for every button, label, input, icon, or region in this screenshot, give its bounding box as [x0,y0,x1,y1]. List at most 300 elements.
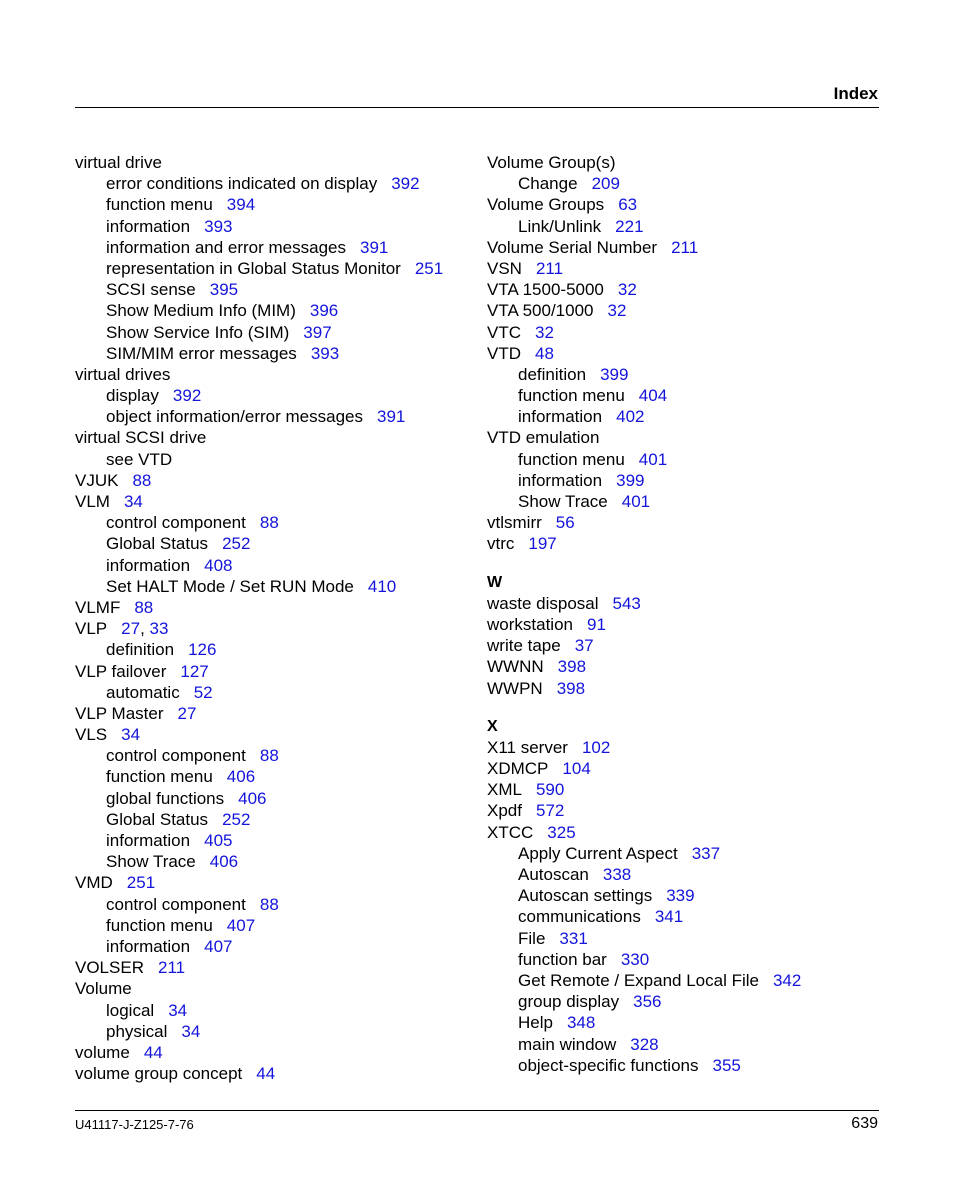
footer-rule [75,1110,879,1111]
page-references [556,513,575,532]
page-references [616,407,644,426]
index-entry [487,152,887,173]
page-link[interactable]: 221 [615,216,644,236]
index-subentry [487,1034,887,1055]
page-references [575,636,594,655]
index-entry [75,491,475,512]
page-link[interactable]: 341 [654,907,684,927]
page-references [168,1001,187,1020]
index-entry [487,614,887,635]
index-term: Volume Group(s) [487,153,616,172]
index-term: function menu [518,386,625,406]
index-entry [487,194,887,215]
page-link[interactable]: 209 [591,174,620,194]
page-references [121,725,140,744]
index-entry [75,618,475,639]
page-link[interactable]: 32 [535,322,554,342]
index-entry [75,703,475,724]
page-references [210,852,238,871]
page-link[interactable]: 88 [259,746,279,766]
index-subentry [75,343,475,364]
index-entry [487,758,887,779]
index-term: information [106,555,191,575]
page-link[interactable]: 406 [209,852,239,872]
index-subentry [75,809,475,830]
index-term: control component [106,513,246,533]
page-link[interactable]: 397 [303,322,332,342]
page-references [311,344,339,363]
page-link[interactable]: 325 [547,822,576,842]
index-subentry [75,533,475,554]
page-link[interactable]: 211 [157,958,186,978]
index-term: volume group concept [75,1064,243,1084]
index-subentry [487,216,887,237]
index-term: VLP [75,619,108,639]
index-subentry [75,449,475,470]
index-term: XML [487,780,522,800]
page-link[interactable]: 251 [414,258,444,278]
index-term: VLMF [75,597,121,617]
index-subentry [75,915,475,936]
index-entry [487,237,887,258]
index-term: control component [106,746,246,766]
index-entry [75,1063,475,1084]
page-link[interactable]: 393 [310,343,340,363]
page-references [630,1035,658,1054]
index-term: VTA 1500-5000 [487,280,604,300]
index-subentry [487,1012,887,1033]
index-term: Volume [75,979,132,999]
index-entry [487,737,887,758]
page-references [536,780,564,799]
page-references [134,598,153,617]
index-subentry [487,385,887,406]
index-subentry [487,491,887,512]
page-references [639,450,667,469]
page-link[interactable]: 56 [555,513,575,533]
page-references [536,259,563,278]
index-term: logical [106,1000,155,1020]
index-entry [487,800,887,821]
page-link[interactable]: 32 [617,280,637,300]
page-references [222,534,250,553]
index-subentry [487,173,887,194]
page-link[interactable]: 27 [121,619,141,639]
page-references [618,280,637,299]
index-entry [487,427,887,448]
index-entry [487,593,887,614]
page-references [181,1022,200,1041]
page-references [613,594,641,613]
page-link[interactable]: 337 [691,843,721,863]
page-references [260,513,279,532]
index-term: VTA 500/1000 [487,301,594,321]
page-references [528,534,556,553]
index-entry [75,427,475,448]
page-link[interactable]: 211 [671,237,699,257]
index-subentry [75,322,475,343]
page-link[interactable]: 88 [259,894,279,914]
page-link[interactable]: 404 [638,386,668,406]
page-link[interactable]: 590 [535,780,565,800]
page-references [121,619,168,638]
index-entry [487,822,887,843]
index-term: physical [106,1021,168,1041]
page-references [536,801,564,820]
index-subentry [487,970,887,991]
page-link[interactable]: 252 [222,809,251,829]
index-subentry [75,237,475,258]
page-references [260,895,279,914]
page-link[interactable]: 355 [712,1055,741,1075]
page-references [592,174,620,193]
page-link[interactable]: 252 [222,534,251,554]
page-references [655,907,683,926]
page-references [303,323,331,342]
page-link[interactable]: 401 [638,449,668,469]
page-link[interactable]: 339 [666,886,695,906]
index-term: WWPN [487,678,543,698]
page-link[interactable]: 44 [143,1042,163,1062]
index-term: representation in Global Status Monitor [106,258,401,278]
index-subentry [75,258,475,279]
page-references [391,174,419,193]
page-references [639,386,667,405]
index-term: communications [518,907,641,927]
page-link[interactable]: 37 [574,636,594,656]
index-term: Help [518,1013,553,1033]
page-link[interactable]: 44 [256,1064,276,1084]
index-term: Get Remote / Expand Local File [518,970,759,990]
page-link[interactable]: 91 [586,614,606,634]
page-link[interactable]: 406 [238,788,267,808]
index-term: group display [518,992,620,1012]
page-references [671,238,698,257]
index-term: File [518,928,546,948]
page-link[interactable]: 392 [172,386,202,406]
page-link[interactable]: 34 [123,492,143,511]
page-references [310,301,338,320]
page-references [603,865,631,884]
page-link[interactable]: 34 [121,725,141,745]
page-link[interactable]: 342 [772,970,802,990]
page-references [204,556,232,575]
page-references [132,471,151,490]
index-term: definition [106,640,175,660]
index-term: error conditions indicated on display [106,174,378,194]
page-link[interactable]: 395 [209,280,239,300]
index-term: vtlsmirr [487,513,542,533]
page-link[interactable]: 408 [204,555,233,575]
index-term: function bar [518,949,607,969]
page-references [204,937,232,956]
index-subentry [75,194,475,215]
page-references [178,704,197,723]
page-references [194,683,213,702]
page-link[interactable]: 32 [607,301,627,321]
index-term: Show Trace [518,492,608,511]
index-entry [75,597,475,618]
index-subentry [487,991,887,1012]
index-term: write tape [487,636,561,656]
index-subentry [75,766,475,787]
page-references [559,929,587,948]
index-term: function menu [106,915,213,935]
page-references [415,259,443,278]
index-term: waste disposal [487,593,599,613]
page-link[interactable]: 102 [581,737,611,757]
index-subentry [487,364,887,385]
page-references [377,407,405,426]
page-link[interactable]: 251 [126,873,156,893]
page-link[interactable]: 396 [309,301,339,321]
page-link[interactable]: 391 [360,237,389,257]
page-link[interactable]: 88 [259,513,279,533]
page-link[interactable]: 401 [621,492,651,511]
index-subentry [487,928,887,949]
index-subentry [75,639,475,660]
page-references [547,823,575,842]
index-column-left [75,152,475,1084]
index-term: global functions [106,788,225,808]
index-subentry [75,682,475,703]
page-link[interactable]: 348 [566,1013,596,1033]
index-subentry [487,470,887,491]
page-link[interactable]: 328 [630,1034,659,1054]
page-link[interactable]: 88 [132,470,152,490]
page-link[interactable]: 407 [204,936,233,956]
index-term: Link/Unlink [518,216,602,236]
page-link[interactable]: 63 [618,195,638,215]
page-references [360,238,388,257]
page-references [666,886,694,905]
page-link[interactable]: 34 [168,1000,188,1020]
index-term: vtrc [487,534,515,554]
index-term: Global Status [106,534,209,554]
index-term: object-specific functions [518,1055,699,1075]
page-references [124,492,143,511]
index-entry [487,533,887,554]
index-subentry [75,1021,475,1042]
index-term: Xpdf [487,801,522,821]
index-term: VJUK [75,470,119,490]
index-term: virtual drives [75,364,171,384]
index-column-right [487,152,887,1076]
page-references [204,831,232,850]
section-gap [487,699,887,716]
index-subentry [487,843,887,864]
index-subentry [487,1055,887,1076]
index-entry [75,152,475,173]
index-term: volume [75,1042,130,1062]
index-term: VSN [487,258,522,278]
index-entry [487,512,887,533]
index-term: automatic [106,682,180,702]
index-term: information [106,936,191,956]
index-entry [487,322,887,343]
index-term: Show Trace [106,852,196,872]
page-link[interactable]: 331 [559,928,588,948]
index-term: VLP failover [75,661,167,681]
index-term: Change [518,174,578,194]
page-references [173,386,201,405]
page-link[interactable]: 407 [226,915,256,935]
index-entry [487,343,887,364]
index-term: VTD emulation [487,428,600,448]
index-subentry [75,512,475,533]
index-term: object information/error messages [106,407,364,427]
index-term: Show Medium Info (MIM) [106,301,296,321]
index-term: XDMCP [487,759,549,779]
index-term: XTCC [487,822,534,842]
index-subentry [487,864,887,885]
index-entry [487,656,887,677]
index-entry [75,1042,475,1063]
page-references [567,1013,595,1032]
page-link[interactable]: 104 [562,759,591,779]
index-entry [487,678,887,699]
page-link[interactable]: 356 [633,992,662,1012]
index-entry [75,364,475,385]
page-link[interactable]: 34 [181,1021,201,1041]
page-link[interactable]: 126 [188,640,217,660]
index-subentry [75,788,475,809]
page-link[interactable]: 572 [535,801,565,821]
index-term: information [518,470,603,490]
index-term: WWNN [487,657,544,677]
page-references [222,810,250,829]
index-term: main window [518,1034,617,1054]
index-subentry [75,406,475,427]
page-references [227,195,255,214]
index-entry [75,978,475,999]
index-entry [75,661,475,682]
page-references [618,195,637,214]
index-subentry [75,1000,475,1021]
index-term: SCSI sense [106,280,196,300]
page-link[interactable]: 33 [149,619,169,639]
page-references [621,950,649,969]
header-rule [75,107,879,108]
index-term: information [106,216,191,236]
page-link[interactable]: 330 [620,949,650,969]
index-subentry [487,949,887,970]
index-subentry [75,385,475,406]
page-link[interactable]: 410 [367,576,397,596]
page-link[interactable]: 48 [535,343,554,363]
index-subentry [487,885,887,906]
page-link[interactable]: 88 [134,597,154,617]
index-term: VTC [487,322,521,342]
page-references [633,992,661,1011]
page-link[interactable]: 393 [204,216,233,236]
index-term: function menu [518,449,625,469]
index-term: function menu [106,767,213,787]
page-link[interactable]: 543 [612,593,641,613]
page-link[interactable]: 402 [616,407,645,427]
page-link[interactable]: 197 [528,534,557,554]
page-link[interactable]: 398 [556,678,586,698]
index-term: Apply Current Aspect [518,843,678,863]
index-entry [487,635,887,656]
page-references [368,577,396,596]
index-term: VMD [75,873,113,893]
page-link[interactable]: 52 [193,682,213,702]
running-header-title: Index [833,84,878,103]
index-subentry [487,449,887,470]
index-term: VTD [487,343,521,363]
footer-page-number: 639 [851,1115,878,1132]
page-references [210,280,238,299]
index-term: VLS [75,725,108,745]
index-term: Autoscan settings [518,886,653,906]
page-link[interactable]: 127 [180,661,209,681]
index-subentry [75,173,475,194]
index-subentry [75,576,475,597]
index-entry [487,279,887,300]
section-gap [487,555,887,572]
page-link[interactable]: 406 [226,767,256,787]
index-term: function menu [106,195,213,215]
page-references [692,844,720,863]
page-link[interactable]: 338 [602,865,632,884]
index-term: Volume Serial Number [487,237,658,257]
page-link[interactable]: 211 [535,258,564,278]
page-link[interactable]: 399 [600,364,629,384]
page-link[interactable]: 398 [557,657,587,677]
page-references [558,657,586,676]
page-references [188,640,216,659]
page-references [615,217,643,236]
page-link[interactable]: 394 [226,195,256,215]
page-references [587,615,606,634]
page-references [238,789,266,808]
index-entry [487,300,887,321]
index-term: Show Service Info (SIM) [106,322,290,342]
index-term: information [106,831,191,850]
page-link[interactable]: 27 [177,703,197,723]
index-term: VOLSER [75,958,144,978]
index-subentry [75,936,475,957]
index-term: definition [518,364,587,384]
page-references [557,679,585,698]
index-subentry [75,279,475,300]
page-references [158,958,185,977]
index-subentry [487,406,887,427]
footer-document-id: U41117-J-Z125-7-76 [75,1117,194,1132]
page-references [260,746,279,765]
index-subentry [75,300,475,321]
page-references [144,1043,163,1062]
page-link[interactable]: 392 [391,174,420,194]
page-separator: , [140,619,150,639]
page-link[interactable]: 399 [616,470,645,490]
index-subentry [487,906,887,927]
index-term: control component [106,894,246,914]
page-references [204,217,232,236]
page-link[interactable]: 391 [377,407,406,427]
page-link[interactable]: 405 [204,831,233,850]
index-entry [75,724,475,745]
index-letter-heading: W [487,573,503,591]
page-references [608,301,627,320]
page-references [227,767,255,786]
page-references [180,662,208,681]
index-term: X11 server [487,737,568,757]
index-entry [75,470,475,491]
index-term: workstation [487,614,573,634]
index-term: Global Status [106,809,209,829]
